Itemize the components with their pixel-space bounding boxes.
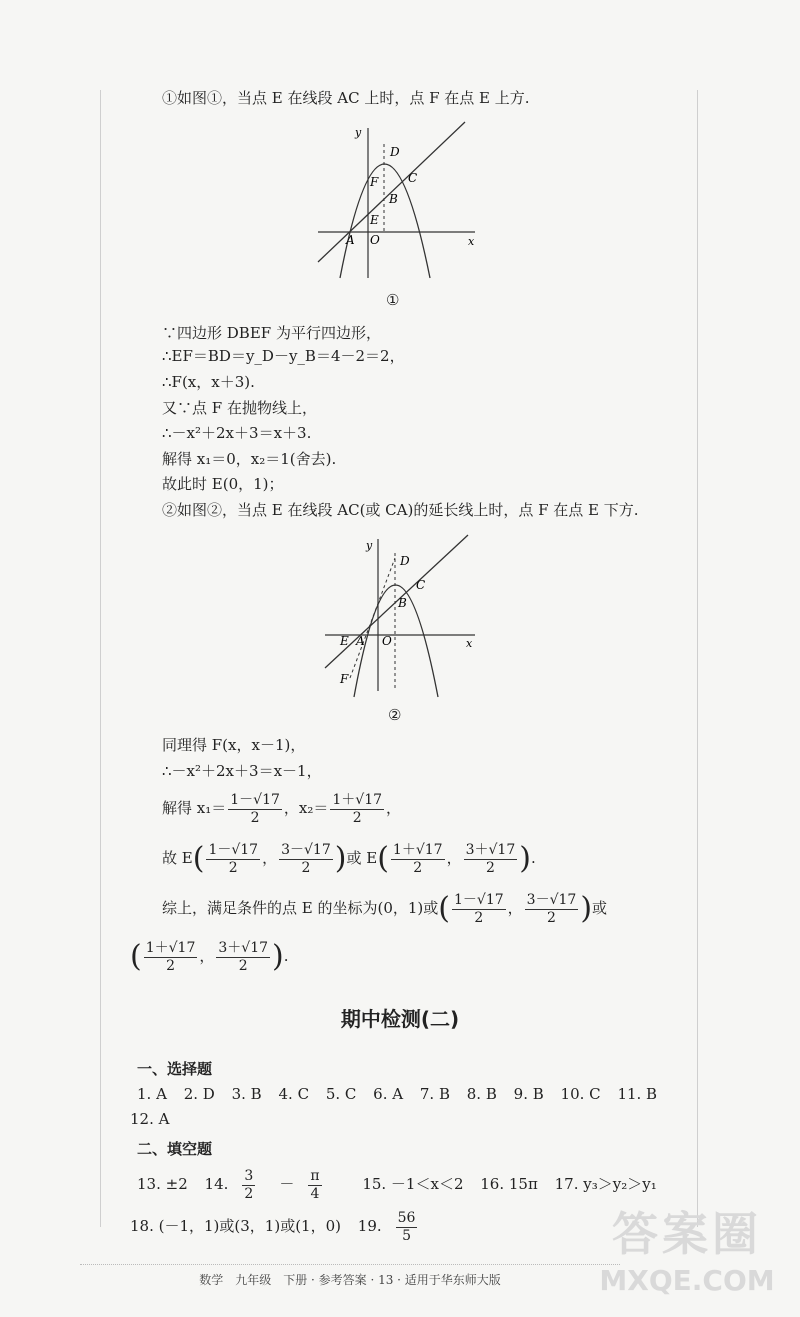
right-margin-rule xyxy=(697,90,698,1227)
frac-den: 2 xyxy=(485,859,495,876)
fill-answer-16: 16. 15π xyxy=(480,1175,538,1193)
fig2-label-c: C xyxy=(416,578,426,592)
solution-line-4: 又∵点 F 在抛物线上， xyxy=(162,399,317,417)
solution-line-9: ∴－x²＋2x＋3＝x－1， xyxy=(162,762,322,780)
left-margin-rule xyxy=(100,90,101,1227)
fig2-label-a: A xyxy=(356,634,365,648)
separator: ， xyxy=(199,947,215,965)
frac-num: 3－√17 xyxy=(526,891,577,908)
fraction xyxy=(216,940,270,975)
mc-answer: 3. B xyxy=(231,1085,262,1103)
mc-answer: 5. C xyxy=(325,1085,357,1103)
fig2-label-f: F xyxy=(340,672,349,686)
fill-answers-row-1 xyxy=(137,1166,669,1203)
l10-mid: ，x₂＝ xyxy=(283,799,329,817)
l11-suffix: . xyxy=(530,849,536,867)
mc-answer: 6. A xyxy=(373,1085,404,1103)
paren-open: ( xyxy=(130,939,142,974)
fill-14-prefix: 14. xyxy=(204,1175,229,1193)
fig2-label-e: E xyxy=(340,634,349,648)
fig2-label-d: D xyxy=(400,554,410,568)
separator: ， xyxy=(446,849,462,867)
fig1-label-a: A xyxy=(346,233,355,247)
fig2-x-label: x xyxy=(466,637,473,650)
frac-num: 1－√17 xyxy=(454,891,504,908)
mc-answer: 9. B xyxy=(513,1085,544,1103)
frac-den: 2 xyxy=(238,957,248,974)
frac-den: 4 xyxy=(310,1185,320,1202)
fig2-label-o: O xyxy=(382,634,392,648)
frac-den: 5 xyxy=(402,1227,412,1244)
frac-num: 3＋√17 xyxy=(465,841,516,858)
fig2-y-label: y xyxy=(366,539,373,552)
fill-answer-14 xyxy=(204,1167,346,1202)
mc-answer: 4. C xyxy=(278,1085,310,1103)
figure-2 xyxy=(320,533,480,698)
mc-answer: 1. A xyxy=(137,1085,167,1103)
separator: ， xyxy=(262,849,278,867)
solution-line-7: 故此时 E(0，1)； xyxy=(162,475,284,493)
fill-19-prefix: 19. xyxy=(357,1217,382,1235)
solution-line-8: 同理得 F(x，x－1)， xyxy=(162,736,306,754)
frac-num: 1－√17 xyxy=(208,841,259,858)
fraction xyxy=(242,1168,267,1203)
fraction xyxy=(391,842,445,877)
fraction xyxy=(396,1210,430,1245)
frac-num: 3 xyxy=(244,1167,254,1184)
solution-line-6: 解得 x₁＝0，x₂＝1(舍去). xyxy=(162,450,337,468)
mc-answer: 10. C xyxy=(560,1085,601,1103)
frac-num: 1－√17 xyxy=(230,791,280,808)
fill-answer-19 xyxy=(357,1209,442,1244)
mc-answer: 11. B xyxy=(617,1085,658,1103)
solution-line-3: ∴F(x，x＋3). xyxy=(162,373,255,391)
fig2-label-b: B xyxy=(398,596,407,610)
fraction xyxy=(206,842,260,877)
l12-suffix: 或 xyxy=(592,899,608,917)
case1-intro: ①如图①，当点 E 在线段 AC 上时，点 F 在点 E 上方. xyxy=(162,89,530,107)
paren-open: ( xyxy=(377,841,389,876)
fraction xyxy=(308,1168,333,1203)
section-fill-in: 二、填空题 xyxy=(137,1140,213,1158)
summary-line-1 xyxy=(162,888,607,928)
fill-answer-18: 18. (－1，1)或(3，1)或(1，0) xyxy=(130,1217,341,1235)
fig2-line-ac xyxy=(325,535,468,668)
frac-num: 56 xyxy=(397,1209,416,1226)
l11-prefix: 故 E xyxy=(162,849,193,867)
fraction xyxy=(279,842,333,877)
paren-open: ( xyxy=(438,891,450,926)
frac-num: π xyxy=(310,1167,320,1184)
paren-close: ) xyxy=(580,891,593,926)
fig1-label-d: D xyxy=(390,145,400,159)
fill-answer-17: 17. y₃＞y₂＞y₁ xyxy=(554,1175,657,1193)
mc-answers-row-2: 12. A xyxy=(130,1110,170,1128)
case2-intro: ②如图②，当点 E 在线段 AC(或 CA)的延长线上时，点 F 在点 E 下方. xyxy=(162,501,639,519)
frac-num: 1＋√17 xyxy=(145,939,196,956)
mc-answer: 8. B xyxy=(466,1085,497,1103)
l10-prefix: 解得 x₁＝ xyxy=(162,799,227,817)
fig1-label-f: F xyxy=(370,175,379,189)
solution-line-5: ∴－x²＋2x＋3＝x＋3. xyxy=(162,424,312,442)
figure-1 xyxy=(300,120,480,280)
frac-num: 1＋√17 xyxy=(392,841,443,858)
frac-num: 3－√17 xyxy=(281,841,331,858)
paren-close: ) xyxy=(272,939,284,974)
frac-den: 2 xyxy=(301,859,311,876)
fraction xyxy=(144,940,198,975)
l12-prefix: 综上，满足条件的点 E 的坐标为(0，1)或 xyxy=(162,899,439,917)
frac-den: 2 xyxy=(244,1185,254,1202)
paren-close: ) xyxy=(519,841,531,876)
solution-line-11 xyxy=(162,838,536,878)
frac-num: 1＋√17 xyxy=(332,791,383,808)
fill-answers-row-2 xyxy=(130,1208,453,1245)
fraction-x2 xyxy=(330,792,384,827)
solution-line-10 xyxy=(162,788,401,828)
fig1-label-b: B xyxy=(389,192,398,206)
figure-2-caption: ② xyxy=(388,706,402,724)
mc-answer: 7. B xyxy=(419,1085,450,1103)
fig1-label-o: O xyxy=(370,233,380,247)
fill-answer-15: 15. －1＜x＜2 xyxy=(362,1175,464,1193)
fraction-x1 xyxy=(228,792,282,827)
paren-close: ) xyxy=(334,841,347,876)
l11-mid: 或 E xyxy=(346,849,378,867)
paren-open: ( xyxy=(192,841,205,876)
watermark-logo: 答案圈 xyxy=(612,1207,762,1261)
section-multiple-choice: 一、选择题 xyxy=(137,1060,213,1078)
summary-line-2 xyxy=(130,936,289,976)
frac-den: 2 xyxy=(166,957,175,974)
solution-line-2: ∴EF＝BD＝y_D－y_B＝4－2＝2， xyxy=(162,347,405,365)
fraction xyxy=(464,842,518,877)
separator: ， xyxy=(507,899,523,917)
fill-answer-13: 13. ±2 xyxy=(137,1175,188,1193)
frac-num: 3＋√17 xyxy=(218,939,269,956)
fig1-y-label: y xyxy=(355,126,362,139)
l10-suffix: ， xyxy=(386,799,402,817)
minus-sign: － xyxy=(279,1175,295,1193)
fig1-label-c: C xyxy=(408,171,418,185)
solution-line-1: ∵四边形 DBEF 为平行四边形， xyxy=(162,324,381,342)
frac-den: 2 xyxy=(250,809,260,826)
frac-den: 2 xyxy=(413,859,423,876)
frac-den: 2 xyxy=(547,909,556,926)
fig1-x-label: x xyxy=(468,235,475,248)
l13-suffix: . xyxy=(283,947,289,965)
frac-den: 2 xyxy=(228,859,238,876)
frac-den: 2 xyxy=(352,809,362,826)
fraction xyxy=(525,892,579,927)
mc-answers-row-1 xyxy=(137,1085,669,1103)
watermark xyxy=(592,1198,782,1308)
page-footer: 数学 九年级 下册 · 参考答案 · 13 · 适用于华东师大版 xyxy=(80,1264,620,1288)
fraction xyxy=(452,892,506,927)
frac-den: 2 xyxy=(474,909,484,926)
mc-answer: 2. D xyxy=(183,1085,215,1103)
fig1-label-e: E xyxy=(370,213,379,227)
watermark-site: MXQE.COM xyxy=(599,1264,775,1297)
figure-1-caption: ① xyxy=(386,291,400,309)
section-title: 期中检测(二) xyxy=(340,1007,460,1031)
